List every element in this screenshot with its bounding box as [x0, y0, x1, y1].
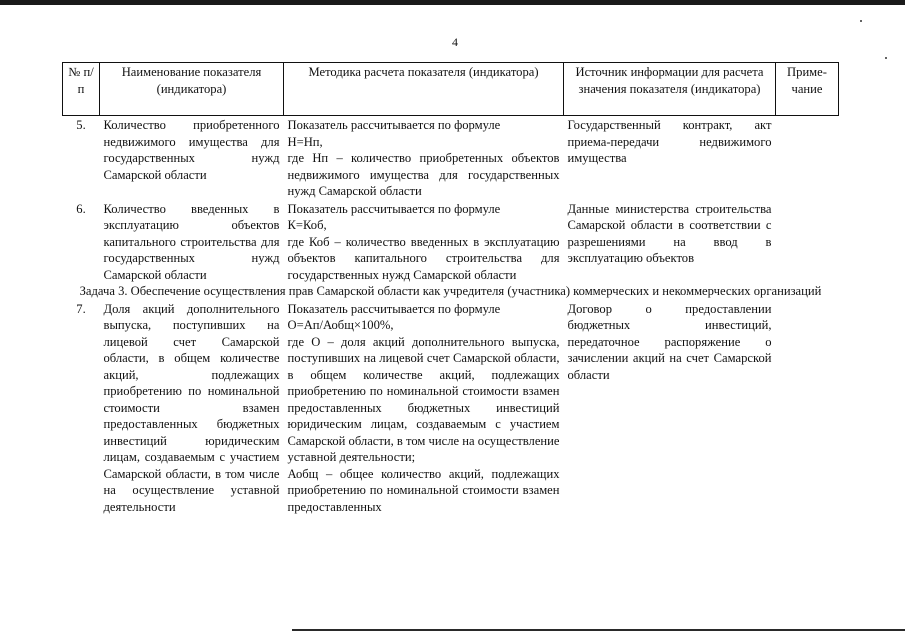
information-source: Государственный контракт, акт приема-передачи недвижимого имущества — [567, 118, 772, 165]
information-source: Данные министерства строительства Самарской области в соответствии с разрешениями на ввод в эксплуатацию объектов — [567, 201, 772, 265]
calculation-method — [284, 200, 564, 284]
scan-top-edge — [0, 0, 905, 5]
scan-speck — [885, 57, 887, 59]
calculation-method — [284, 116, 564, 200]
column-header-number: № п/п — [63, 63, 100, 116]
method-detail: где Нп – количество приобретенных объектов недвижимого имущества для государственных нужд Самарской области — [287, 151, 560, 198]
method-intro: Показатель рассчитывается по формуле — [287, 301, 501, 316]
method-detail: где О – доля акций дополнительного выпуска, поступивших на лицевой счет Самарской области, в общем количестве акций, подлежащих приобретению по номинальной стоимости взамен предоставленных бюджетных инвестиций юридическим лицам, создаваемым с участием Самарской области, в том числе на осуществление уставной деятельности; — [287, 334, 560, 464]
row-number: 5. — [76, 118, 86, 132]
table-row — [63, 200, 839, 284]
column-header-name: Наименование показателя (индикатора) — [100, 63, 284, 116]
note-cell — [776, 200, 839, 284]
note-cell — [776, 300, 839, 516]
indicator-table — [62, 62, 839, 515]
column-header-source: Источник информации для расчета значения показателя (индикатора) — [564, 63, 776, 116]
method-intro: Показатель рассчитывается по формуле — [287, 118, 501, 132]
method-detail-continued: Аобщ – общее количество акций, подлежащих приобретению по номинальной стоимости взамен предоставленных — [287, 466, 560, 514]
table-row — [63, 116, 839, 200]
method-intro: Показатель рассчитывается по формуле — [287, 201, 501, 216]
formula: Н=Нп, — [287, 134, 323, 149]
formula: О=Ап/Аобщ×100%, — [287, 318, 394, 332]
formula: К=Коб, — [287, 218, 327, 232]
table-header-row — [63, 63, 839, 116]
page-number: 4 — [452, 35, 458, 49]
row-number: 6. — [76, 201, 86, 216]
indicator-name: Доля акций дополнительного выпуска, поступивших на лицевой счет Самарской области, в общем количестве акций, подлежащих приобретению по номинальной стоимости взамен предоставленных бюджетных инвестиций юридическим лицам, создаваемым с участием Самарской области, в том числе на осуществление уставной деятельности — [103, 301, 280, 514]
scan-bottom-edge — [292, 629, 905, 631]
information-source: Договор о предоставлении бюджетных инвестиций, передаточное распоряжение о зачислении акций на счет Самарской области — [567, 301, 772, 382]
task-heading-row — [63, 283, 839, 300]
scan-speck — [860, 20, 862, 22]
column-header-note: Приме-чание — [776, 63, 839, 116]
row-number: 7. — [76, 301, 86, 316]
method-detail: где Коб – количество введенных в эксплуатацию объектов капитального строительства для государственных нужд Самарской области — [287, 234, 560, 282]
calculation-method — [284, 300, 564, 516]
indicator-name: Количество введенных в эксплуатацию объектов капитального строительства для государственных нужд Самарской области — [103, 201, 280, 282]
task-heading: Задача 3. Обеспечение осуществления прав Самарской области как учредителя (участника) коммерческих и некоммерческих организаций — [79, 284, 822, 298]
column-header-method: Методика расчета показателя (индикатора) — [284, 63, 564, 116]
table-row — [63, 300, 839, 516]
indicator-name: Количество приобретенного недвижимого имущества для государственных нужд Самарской области — [103, 118, 280, 182]
note-cell — [776, 116, 839, 200]
